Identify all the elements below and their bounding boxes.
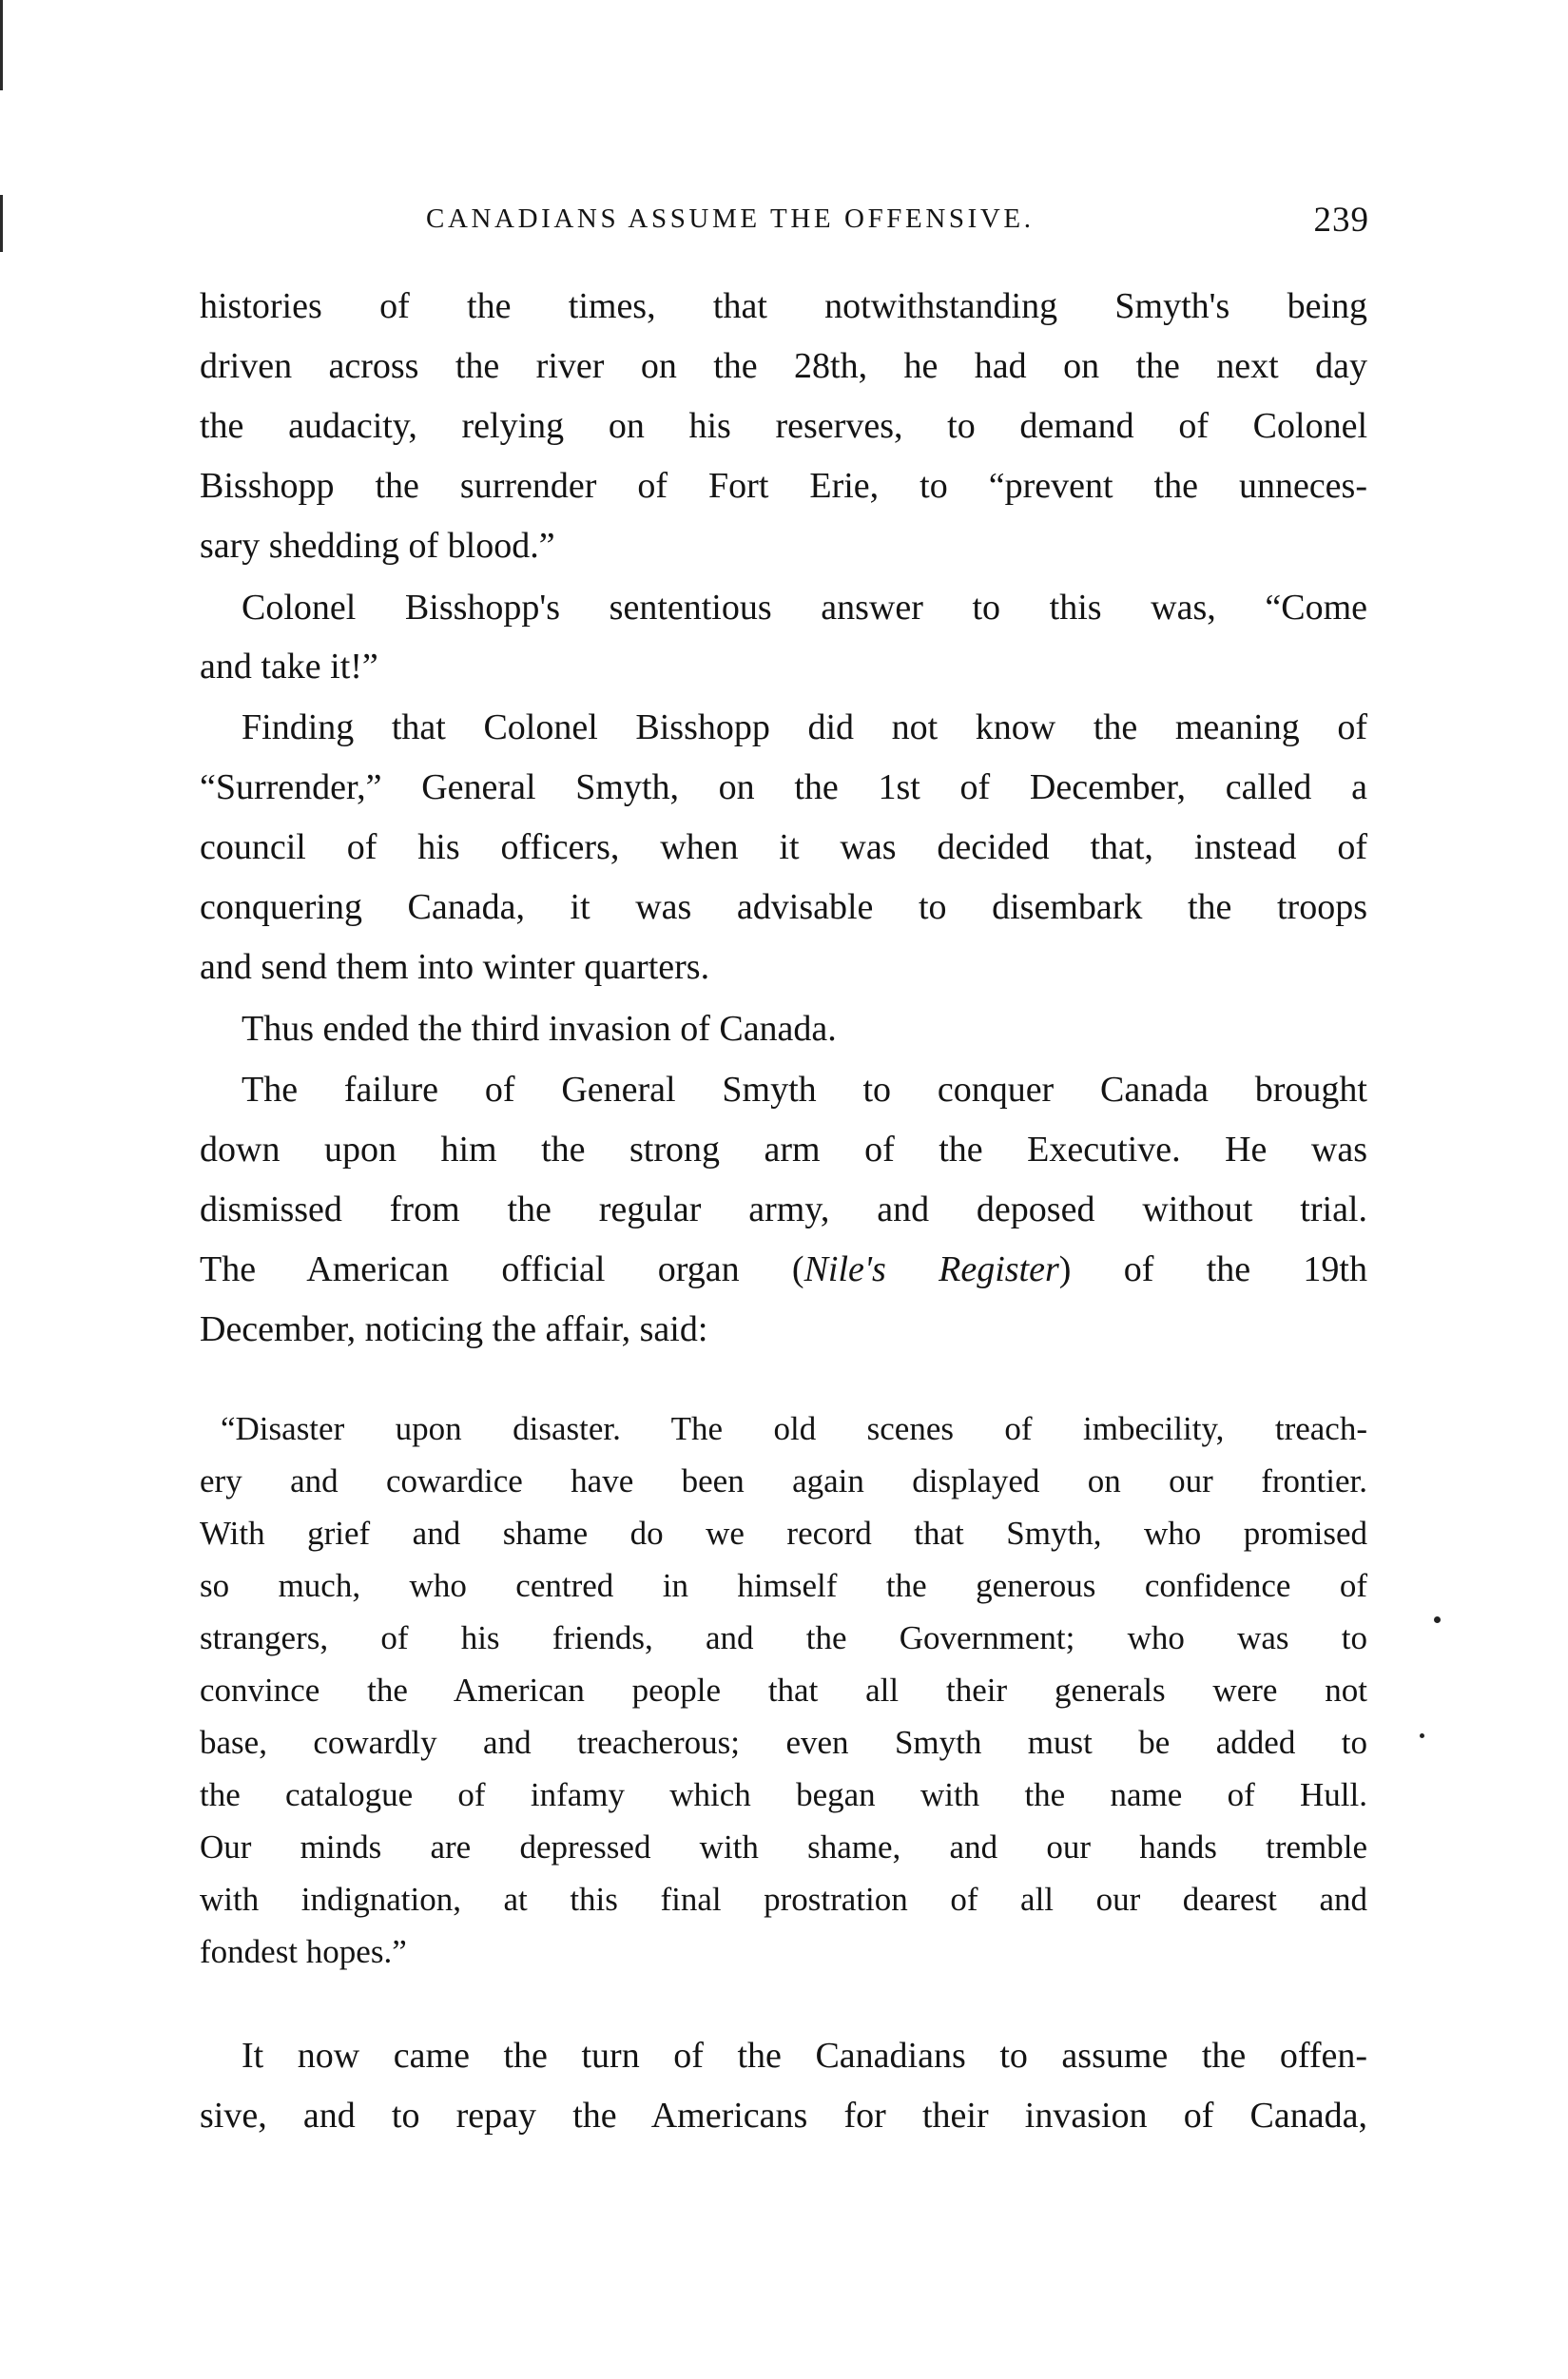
quote-line: the catalogue of infamy which began with the name of Hull. [200, 1776, 1367, 1813]
body-line: histories of the times, that notwithstanding Smyth's being [200, 286, 1367, 326]
body-line: and take it!” [200, 647, 378, 687]
body-line: It now came the turn of the Canadians to assume the offen- [242, 2036, 1367, 2076]
body-line: sive, and to repay the Americans for their invasion of Canada, [200, 2096, 1367, 2136]
margin-speck [1434, 1616, 1441, 1623]
quote-line: fondest hopes.” [200, 1933, 407, 1970]
body-line: sary shedding of blood.” [200, 526, 555, 566]
body-line: and send them into winter quarters. [200, 947, 710, 987]
body-line: council of his officers, when it was decided that, instead of [200, 827, 1367, 867]
quote-line: strangers, of his friends, and the Government; who was to [200, 1619, 1367, 1656]
body-line-text: ) of the 19th [1058, 1249, 1367, 1289]
margin-speck [1420, 1733, 1424, 1738]
body-line-text: The American official organ ( [200, 1249, 804, 1289]
body-line: down upon him the strong arm of the Executive. He was [200, 1130, 1367, 1170]
body-line: dismissed from the regular army, and deposed without trial. [200, 1190, 1367, 1229]
body-line: conquering Canada, it was advisable to disembark the troops [200, 887, 1367, 927]
body-line: December, noticing the affair, said: [200, 1309, 708, 1349]
quote-line: ery and cowardice have been again displayed on our frontier. [200, 1462, 1367, 1499]
quote-line: “Disaster upon disaster. The old scenes of imbecility, treach- [221, 1410, 1367, 1447]
body-line: “Surrender,” General Smyth, on the 1st of December, called a [200, 767, 1367, 807]
quote-line: Our minds are depressed with shame, and our hands tremble [200, 1828, 1367, 1866]
body-line: The failure of General Smyth to conquer Canada brought [242, 1070, 1367, 1110]
quote-line: with indignation, at this final prostration of all our dearest and [200, 1881, 1367, 1918]
body-line [200, 1251, 1367, 1287]
body-line: the audacity, relying on his reserves, to demand of Colonel [200, 406, 1367, 446]
body-line: driven across the river on the 28th, he had on the next day [200, 346, 1367, 386]
body-line: Bisshopp the surrender of Fort Erie, to “prevent the unneces- [200, 466, 1367, 506]
body-line: Finding that Colonel Bisshopp did not know the meaning of [242, 707, 1367, 747]
body-line: Colonel Bisshopp's sententious answer to this was, “Come [242, 588, 1367, 628]
quote-line: base, cowardly and treacherous; even Smyth must be added to [200, 1724, 1367, 1761]
running-head [200, 200, 1369, 247]
running-title: CANADIANS ASSUME THE OFFENSIVE. [426, 203, 1035, 234]
quote-line: convince the American people that all their generals were not [200, 1672, 1367, 1709]
nile-register-title: Nile's Register [803, 1249, 1059, 1289]
body-line: Thus ended the third invasion of Canada. [242, 1009, 837, 1049]
page-number: 239 [1313, 201, 1369, 240]
scan-edge-mark-top [0, 0, 3, 90]
quote-line: so much, who centred in himself the generous confidence of [200, 1567, 1367, 1604]
scan-edge-mark-middle [0, 195, 3, 252]
quote-line: With grief and shame do we record that Smyth, who promised [200, 1515, 1367, 1552]
